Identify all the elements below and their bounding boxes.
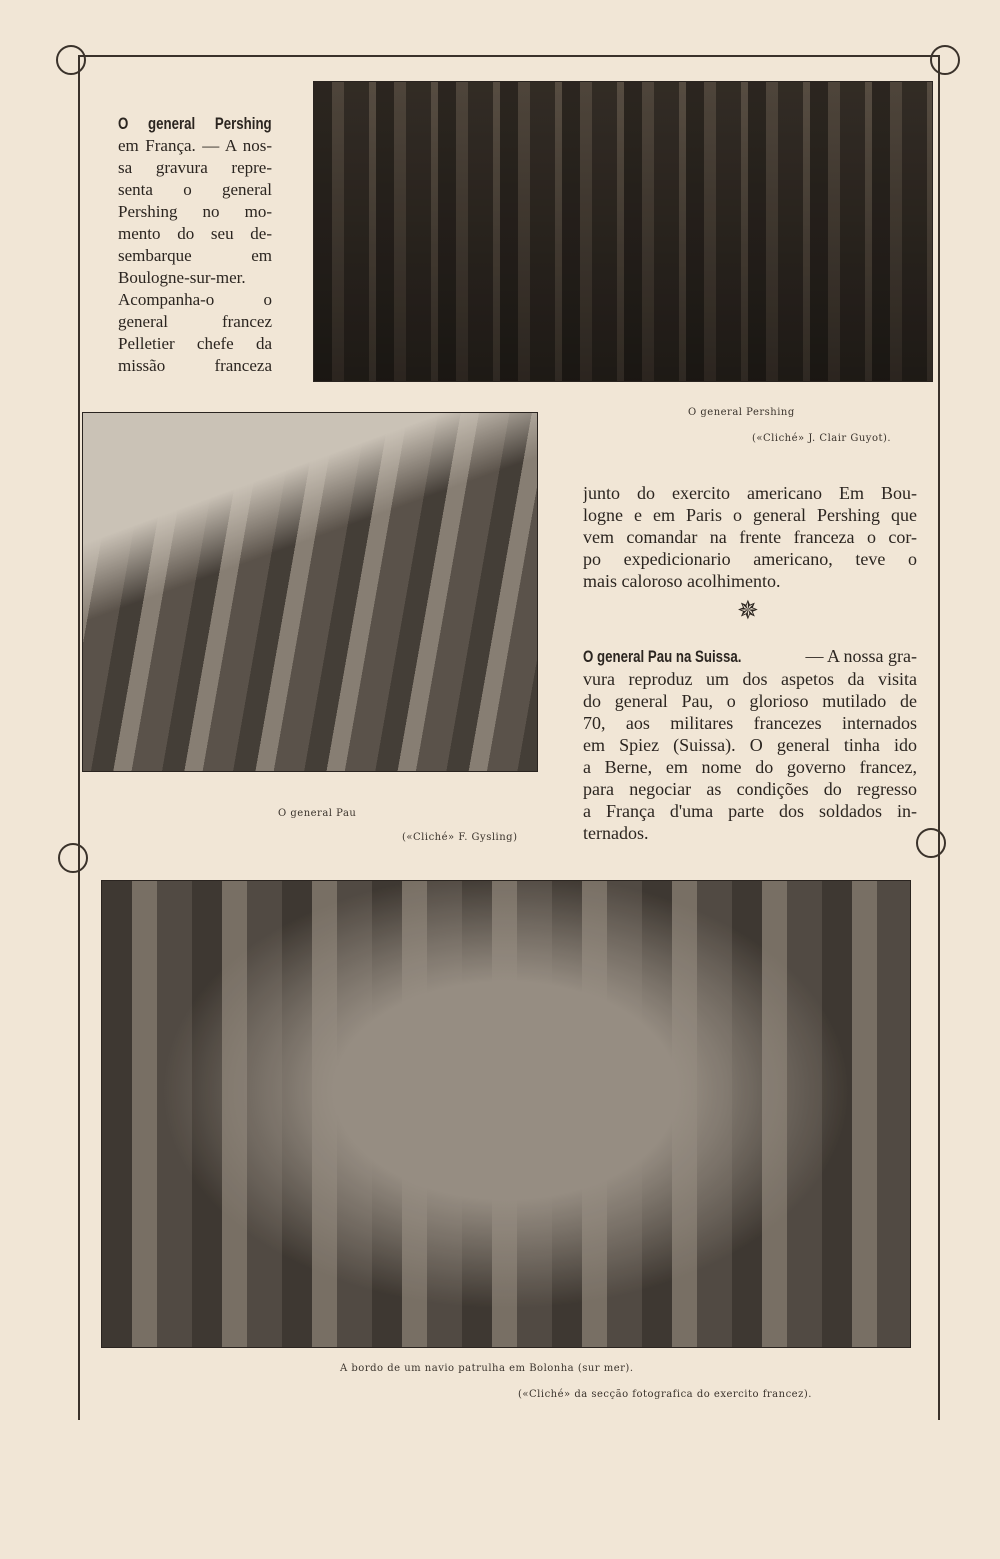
text-line: em Spiez (Suissa). O general tinha ido	[583, 735, 917, 755]
side-ornament-icon	[916, 828, 946, 858]
text-line: missão franceza	[118, 356, 272, 375]
photo-credit: («Cliché» da secção fotografica do exercito francez).	[518, 1389, 812, 1400]
photo-credit: («Cliché» J. Clair Guyot).	[752, 433, 892, 444]
frame-top	[80, 55, 940, 57]
text-line: sa gravura repre-	[118, 158, 272, 177]
text-line: senta o general	[118, 180, 272, 199]
article-lead: O general Pershing	[118, 114, 272, 133]
text-line: do general Pau, o glorioso mutilado de	[583, 691, 917, 711]
side-ornament-icon	[58, 843, 88, 873]
text-line: sembarque em	[118, 246, 272, 265]
article-pershing-continued	[583, 482, 917, 592]
article-pau	[583, 645, 917, 844]
text-line: po expedicionario americano, teve o	[583, 549, 917, 569]
photo-sailors	[101, 880, 911, 1348]
text-line: — A nossa gra-	[805, 646, 917, 666]
text-line: ternados.	[583, 823, 649, 843]
photo-caption: O general Pau	[278, 808, 357, 819]
separator-star-icon: ✵	[737, 596, 759, 626]
frame-right	[938, 55, 940, 1420]
text-line: mento do seu de-	[118, 224, 272, 243]
text-line: em França. — A nos-	[118, 136, 272, 155]
photo-pau	[82, 412, 538, 772]
text-line: vem comandar na frente franceza o cor-	[583, 527, 917, 547]
text-line: Boulogne-sur-mer.	[118, 268, 246, 287]
text-line: a Berne, em nome do governo francez,	[583, 757, 917, 777]
text-line: Pelletier chefe da	[118, 334, 272, 353]
text-line: 70, aos militares francezes internados	[583, 713, 917, 733]
photo-caption: O general Pershing	[688, 407, 795, 418]
photo-credit: («Cliché» F. Gysling)	[402, 832, 518, 843]
corner-ornament-icon	[930, 45, 960, 75]
text-line: mais caloroso acolhimento.	[583, 571, 781, 591]
corner-ornament-icon	[56, 45, 86, 75]
text-line: junto do exercito americano Em Bou-	[583, 483, 917, 503]
article-lead: O general Pau na Suissa.	[583, 647, 742, 666]
photo-caption: A bordo de um navio patrulha em Bolonha (sur mer).	[340, 1363, 634, 1374]
text-line: a França d'uma parte dos soldados in-	[583, 801, 917, 821]
text-line: Pershing no mo-	[118, 202, 272, 221]
text-line: para negociar as condições do regresso	[583, 779, 917, 799]
text-line: general francez	[118, 312, 272, 331]
frame-left	[78, 55, 80, 1420]
text-line: vura reproduz um dos aspetos da visita	[583, 669, 917, 689]
photo-pershing	[313, 81, 933, 382]
text-line: logne e em Paris o general Pershing que	[583, 505, 917, 525]
article-pershing	[118, 113, 272, 377]
text-line: Acompanha-o o	[118, 290, 272, 309]
